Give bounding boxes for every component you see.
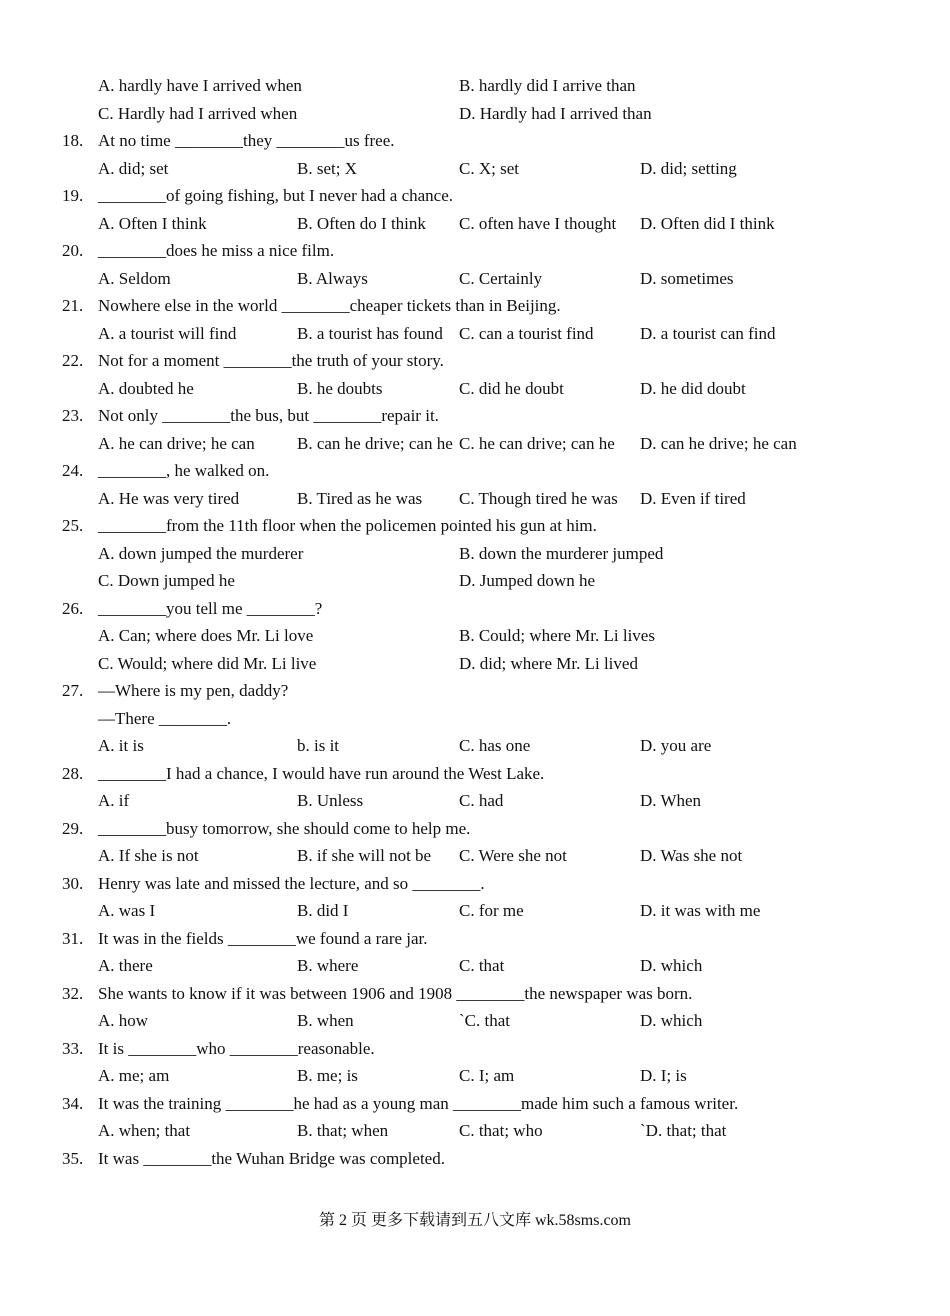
option-b: B. when xyxy=(297,1011,354,1030)
option-d: D. I; is xyxy=(640,1066,687,1085)
question-number: 29. xyxy=(62,818,84,838)
option-b: B. Unless xyxy=(297,791,364,810)
option-b: B. if she will not be xyxy=(297,846,432,865)
option-d: D. which xyxy=(640,956,703,975)
option-row xyxy=(0,155,950,182)
option-b: b. is it xyxy=(297,736,340,755)
question-line xyxy=(0,815,950,842)
question-line xyxy=(0,1090,950,1117)
option-c: C. Down jumped he xyxy=(98,571,235,590)
option-row xyxy=(0,567,950,594)
question-line xyxy=(0,1035,950,1062)
question-number: 19. xyxy=(62,186,84,205)
question-number: 33. xyxy=(62,1038,84,1058)
question-stem: ________busy tomorrow, she should come to help me. xyxy=(98,818,471,838)
option-row xyxy=(0,650,950,677)
option-row xyxy=(0,72,950,99)
option-b: B. a tourist has found xyxy=(297,323,443,343)
option-a: A. he can drive; he can xyxy=(98,433,255,453)
question-number: 32. xyxy=(62,983,84,1003)
question-line xyxy=(0,402,950,429)
option-d: D. you are xyxy=(640,736,712,755)
option-a: A. Often I think xyxy=(98,213,207,233)
question-stem: Henry was late and missed the lecture, and so ________. xyxy=(98,873,485,893)
question-number: 26. xyxy=(62,598,84,618)
option-c: C. Though tired he was xyxy=(459,488,618,508)
question-line xyxy=(0,677,950,704)
option-c: C. X; set xyxy=(459,158,519,178)
option-c: C. Certainly xyxy=(459,268,543,288)
question-line xyxy=(0,127,950,154)
option-d: D. Was she not xyxy=(640,846,743,865)
option-d: D. Jumped down he xyxy=(459,571,595,590)
question-stem: Nowhere else in the world ________cheaper tickets than in Beijing. xyxy=(98,296,561,315)
question-number: 23. xyxy=(62,406,84,425)
option-c: C. has one xyxy=(459,736,531,755)
question-line xyxy=(0,237,950,264)
question-number: 21. xyxy=(62,296,84,315)
option-a: A. a tourist will find xyxy=(98,323,237,343)
question-number: 28. xyxy=(62,763,84,783)
question-line xyxy=(0,292,950,319)
option-a: A. there xyxy=(98,956,153,975)
option-row xyxy=(0,732,950,759)
option-d: D. did; where Mr. Li lived xyxy=(459,653,638,673)
option-d: D. a tourist can find xyxy=(640,323,776,343)
question-stem: ________from the 11th floor when the policemen pointed his gun at him. xyxy=(98,516,597,535)
option-d: D. Even if tired xyxy=(640,488,746,508)
question-number: 31. xyxy=(62,928,84,948)
option-c: C. I; am xyxy=(459,1066,515,1085)
question-stem: She wants to know if it was between 1906 and 1908 ________the newspaper was born. xyxy=(98,983,693,1003)
option-row xyxy=(0,375,950,402)
option-a: A. hardly have I arrived when xyxy=(98,76,302,95)
option-c: `C. that xyxy=(459,1011,510,1030)
question-number: 25. xyxy=(62,516,84,535)
question-number: 18. xyxy=(62,131,84,150)
option-d: `D. that; that xyxy=(640,1121,727,1140)
option-d: D. which xyxy=(640,1011,703,1030)
question-number: 34. xyxy=(62,1093,84,1113)
option-b: B. did I xyxy=(297,901,349,920)
option-row xyxy=(0,430,950,457)
question-stem: ________does he miss a nice film. xyxy=(98,241,335,260)
page-footer: 第 2 页 更多下载请到五八文库 wk.58sms.com xyxy=(318,1212,631,1229)
option-b: B. Always xyxy=(297,268,368,288)
option-c: C. can a tourist find xyxy=(459,323,594,343)
question-stem: ________, he walked on. xyxy=(98,461,270,480)
option-a: A. down jumped the murderer xyxy=(98,543,304,563)
option-c: C. that xyxy=(459,956,505,975)
question-stem: It was the training ________he had as a young man ________made him such a famous writer. xyxy=(98,1093,739,1113)
option-row xyxy=(0,952,950,979)
option-a: A. Seldom xyxy=(98,268,171,288)
option-b: B. Tired as he was xyxy=(297,488,423,508)
option-d: D. sometimes xyxy=(640,268,734,288)
option-c: C. had xyxy=(459,791,504,810)
option-row xyxy=(0,622,950,649)
question-line xyxy=(0,182,950,209)
option-row xyxy=(0,1117,950,1144)
option-d: D. can he drive; he can xyxy=(640,433,797,453)
option-b: B. set; X xyxy=(297,158,357,178)
option-b: B. me; is xyxy=(297,1066,358,1085)
option-row xyxy=(0,842,950,869)
question-stem: ________you tell me ________? xyxy=(98,598,323,618)
option-row xyxy=(0,265,950,292)
option-b: B. that; when xyxy=(297,1121,389,1140)
option-c: C. Would; where did Mr. Li live xyxy=(98,653,317,673)
question-line xyxy=(0,595,950,622)
option-c: C. did he doubt xyxy=(459,378,564,398)
option-d: D. did; setting xyxy=(640,158,737,178)
option-d: D. he did doubt xyxy=(640,378,746,398)
option-a: A. He was very tired xyxy=(98,488,240,508)
option-d: D. Hardly had I arrived than xyxy=(459,104,652,123)
option-a: A. was I xyxy=(98,901,156,920)
option-a: A. how xyxy=(98,1011,149,1030)
option-d: D. Often did I think xyxy=(640,213,775,233)
question-line xyxy=(0,870,950,897)
question-line xyxy=(0,457,950,484)
option-a: A. did; set xyxy=(98,158,169,178)
option-a: A. if xyxy=(98,791,130,810)
option-row xyxy=(0,210,950,237)
question-stem: It was ________the Wuhan Bridge was completed. xyxy=(98,1148,445,1168)
question-line xyxy=(0,980,950,1007)
question-number: 27. xyxy=(62,681,84,700)
option-b: B. can he drive; can he xyxy=(297,433,453,453)
option-a: A. me; am xyxy=(98,1066,170,1085)
question-stem: —There ________. xyxy=(98,708,232,728)
question-number: 24. xyxy=(62,461,84,480)
option-b: B. he doubts xyxy=(297,378,383,398)
option-b: B. where xyxy=(297,956,359,975)
question-number: 30. xyxy=(62,873,84,893)
option-c: C. he can drive; can he xyxy=(459,433,615,453)
option-a: A. If she is not xyxy=(98,846,199,865)
option-d: D. it was with me xyxy=(640,901,761,920)
option-row xyxy=(0,1062,950,1089)
question-line xyxy=(0,512,950,539)
option-row xyxy=(0,320,950,347)
option-row xyxy=(0,485,950,512)
question-number: 35. xyxy=(62,1148,84,1168)
question-line xyxy=(0,925,950,952)
option-c: C. for me xyxy=(459,901,524,920)
option-c: C. often have I thought xyxy=(459,213,617,233)
option-a: A. Can; where does Mr. Li love xyxy=(98,626,314,645)
question-line xyxy=(0,760,950,787)
question-stem: —Where is my pen, daddy? xyxy=(98,681,289,700)
question-number: 22. xyxy=(62,351,84,370)
question-stem: ________of going fishing, but I never had a chance. xyxy=(98,186,454,205)
option-row xyxy=(0,787,950,814)
option-row xyxy=(0,100,950,127)
option-a: A. doubted he xyxy=(98,378,194,398)
option-c: C. Hardly had I arrived when xyxy=(98,104,298,123)
option-row xyxy=(0,540,950,567)
option-c: C. Were she not xyxy=(459,846,567,865)
question-stem: It was in the fields ________we found a rare jar. xyxy=(98,928,428,948)
option-row xyxy=(0,897,950,924)
option-row xyxy=(0,1007,950,1034)
option-c: C. that; who xyxy=(459,1121,543,1140)
option-b: B. hardly did I arrive than xyxy=(459,76,636,95)
question-stem: Not for a moment ________the truth of your story. xyxy=(98,351,444,370)
question-stem: It is ________who ________reasonable. xyxy=(98,1038,375,1058)
question-number: 20. xyxy=(62,241,84,260)
question-line xyxy=(0,347,950,374)
option-a: A. it is xyxy=(98,736,144,755)
question-line xyxy=(0,705,950,732)
option-b: B. Often do I think xyxy=(297,213,426,233)
option-a: A. when; that xyxy=(98,1121,191,1140)
question-stem: At no time ________they ________us free. xyxy=(98,131,395,150)
option-b: B. down the murderer jumped xyxy=(459,543,664,563)
option-d: D. When xyxy=(640,791,702,810)
option-b: B. Could; where Mr. Li lives xyxy=(459,626,655,645)
question-line xyxy=(0,1145,950,1172)
question-stem: ________I had a chance, I would have run around the West Lake. xyxy=(98,763,545,783)
question-stem: Not only ________the bus, but ________repair it. xyxy=(98,406,439,425)
